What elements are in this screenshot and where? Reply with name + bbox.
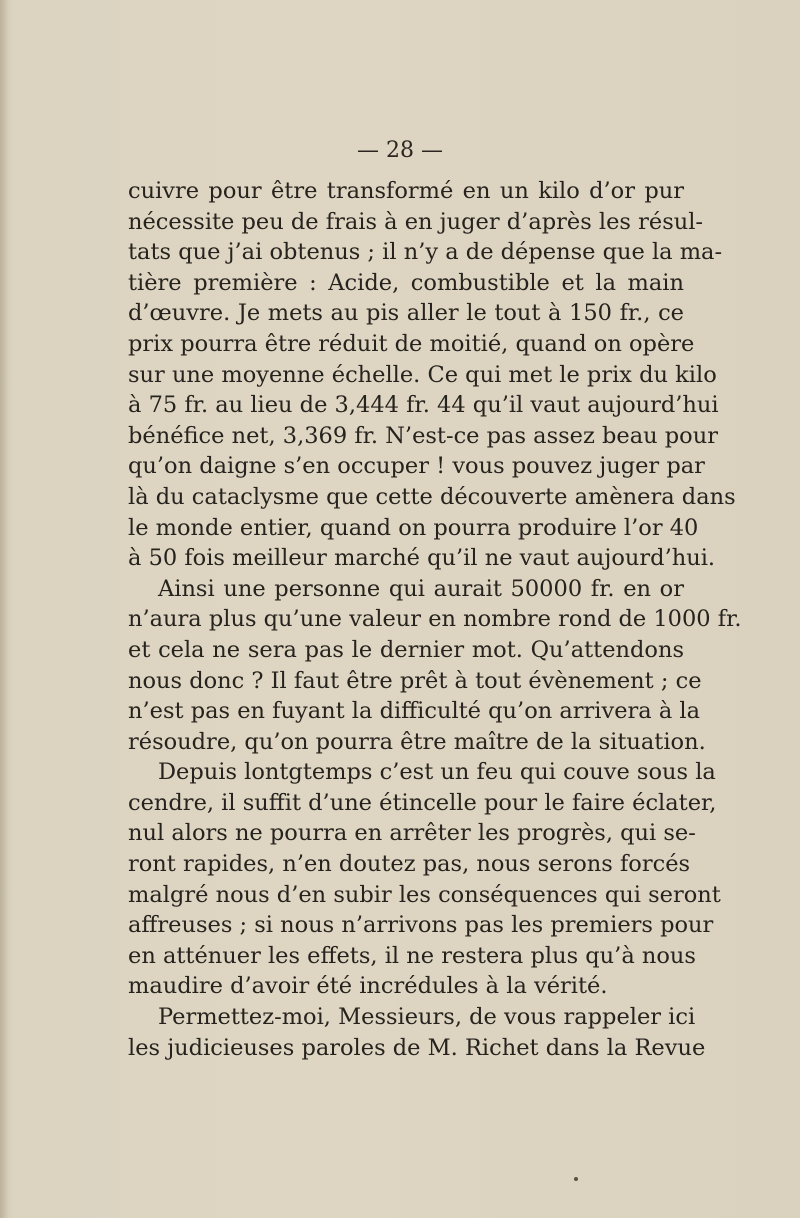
text-line: le monde entier, quand on pourra produire l’or 40: [128, 514, 699, 541]
text-line: cuivre pour être transformé en un kilo d’or pur: [128, 178, 684, 204]
text-line: n’est pas en fuyant la difficulté qu’on arrivera à la: [128, 698, 701, 725]
text-line: sur une moyenne échelle. Ce qui met le prix du kilo: [128, 361, 717, 388]
text-line: nous donc ? Il faut être prêt à tout évènement ; ce: [128, 667, 702, 694]
text-line: ront rapides, n’en doutez pas, nous serons forcés: [128, 851, 691, 878]
text-line: tats que j’ai obtenus ; il n’y a de dépense que la ma-: [128, 239, 723, 266]
paragraph-start-line: Depuis lontgtemps c’est un feu qui couve sous la: [158, 759, 716, 786]
text-line: les judicieuses paroles de M. Richet dans la Revue: [128, 1034, 706, 1061]
paragraph-start-line: Ainsi une personne qui aurait 50000 fr. en or: [158, 575, 684, 602]
text-line: prix pourra être réduit de moitié, quand on opère: [128, 330, 695, 357]
text-line: là du cataclysme que cette découverte amènera dans: [128, 483, 736, 510]
paragraph-end-line: maudire d’avoir été incrédules à la vérité.: [128, 973, 608, 1000]
text-line: nécessite peu de frais à en juger d’après les résul-: [128, 208, 704, 235]
body-text: [128, 176, 742, 1063]
text-line: n’aura plus qu’une valeur en nombre rond de 1000 fr.: [128, 606, 742, 633]
page-number: — 28 —: [357, 138, 443, 163]
page-edge-shadow: [0, 0, 8, 1218]
text-line: nul alors ne pourra en arrêter les progrès, qui se-: [128, 820, 696, 847]
text-line: qu’on daigne s’en occuper ! vous pouvez juger par: [128, 453, 705, 480]
paper-speck: [574, 1177, 578, 1181]
text-line: et cela ne sera pas le dernier mot. Qu’attendons: [128, 636, 684, 663]
text-line: à 75 fr. au lieu de 3,444 fr. 44 qu’il vaut aujourd’hui: [128, 392, 719, 419]
text-line: malgré nous d’en subir les conséquences qui seront: [128, 881, 721, 908]
text-line: affreuses ; si nous n’arrivons pas les premiers pour: [128, 912, 714, 939]
text-line: en atténuer les effets, il ne restera plus qu’à nous: [128, 942, 696, 969]
text-line: cendre, il suffit d’une étincelle pour le faire éclater,: [128, 789, 717, 816]
text-line: tière première : Acide, combustible et la main: [128, 269, 684, 296]
paragraph-end-line: à 50 fois meilleur marché qu’il ne vaut aujourd’hui.: [128, 545, 716, 572]
paragraph-start-line: Permettez-moi, Messieurs, de vous rappeler ici: [158, 1004, 696, 1031]
text-line: bénéfice net, 3,369 fr. N’est-ce pas assez beau pour: [128, 422, 718, 449]
paragraph-end-line: résoudre, qu’on pourra être maître de la situation.: [128, 728, 706, 755]
text-line: d’œuvre. Je mets au pis aller le tout à 150 fr., ce: [128, 300, 684, 327]
